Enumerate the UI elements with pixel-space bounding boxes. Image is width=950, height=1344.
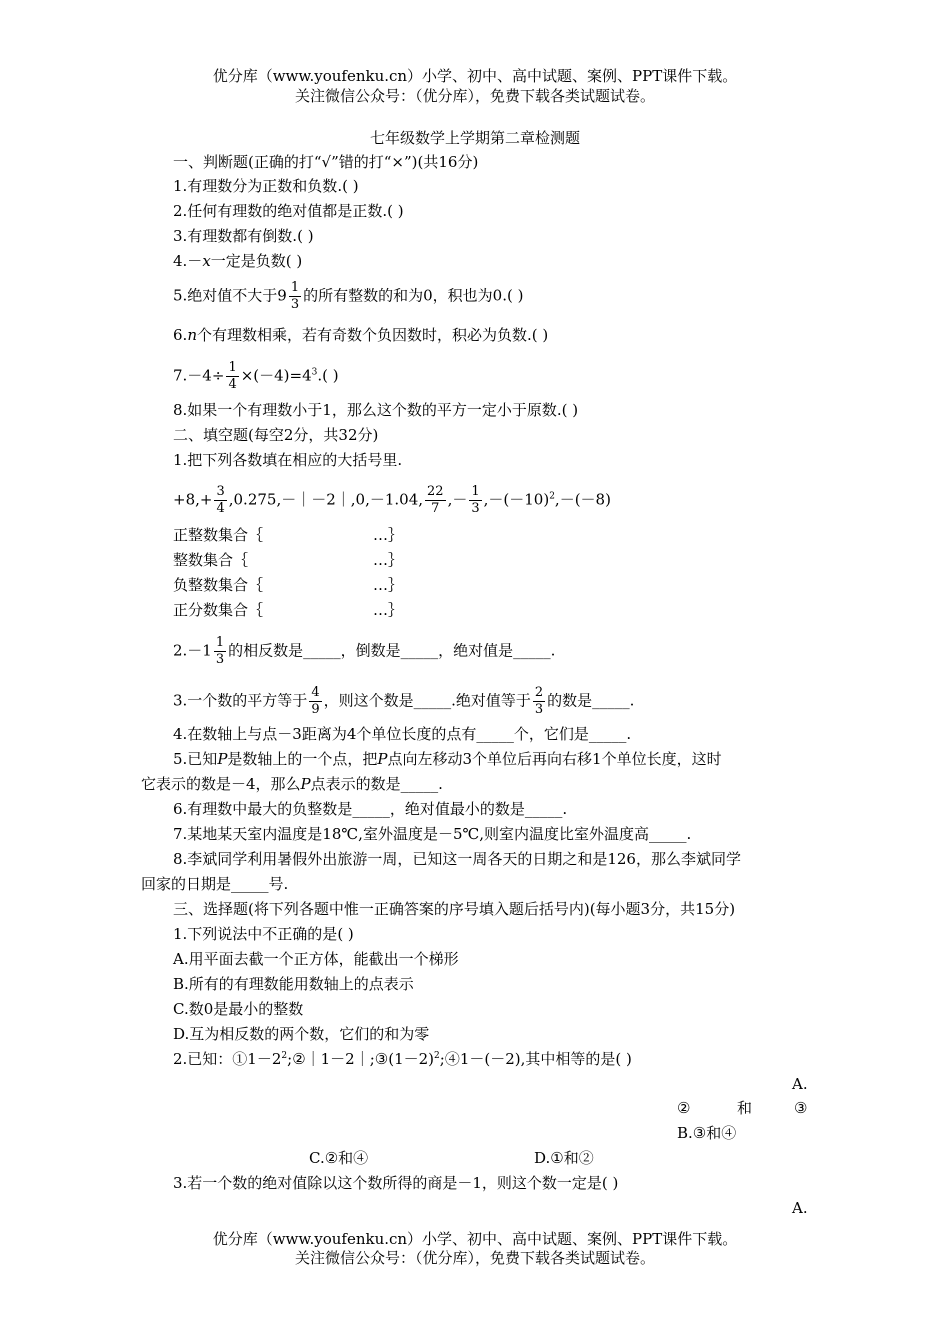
s3-q2-option-c: C.②和④ xyxy=(309,1149,369,1167)
set-positive-fractions: 正分数集合｛ …｝ xyxy=(173,601,404,619)
s2-question-2: 2.－1 $\frac{1}{3}$ 的相反数是_____，倒数是_____，绝对值是_____. xyxy=(173,635,556,667)
number-list: +8,+ $\frac{3}{4}$ ,0.275,－｜－2｜,0,－1.04, $\frac{22}{7}$ ,－ $\frac{1}{3}$ $,-(-10)^2,-(-8)$ xyxy=(173,484,611,516)
header-line-2: 关注微信公众号：（优分库），免费下载各类试题试卷。 xyxy=(294,87,655,105)
s3-q2-option-d: D.①和② xyxy=(534,1149,594,1167)
fraction: $\frac{1}{3}$ xyxy=(290,280,300,312)
fraction: $\frac{2}{3}$ xyxy=(534,685,544,717)
s2-question-5-line-2: 它表示的数是－4，那么P点表示的数是_____. xyxy=(141,775,443,793)
fraction: $\frac{1}{3}$ xyxy=(471,484,480,516)
s3-q1-option-d: D.互为相反数的两个数，它们的和为零 xyxy=(173,1025,430,1043)
section-3-heading: 三、选择题(将下列各题中惟一正确答案的序号填入题后括号内)(每小题3分，共15分) xyxy=(173,900,736,918)
section-2-heading: 二、填空题(每空2分，共32分) xyxy=(173,426,379,444)
set-positive-integers: 正整数集合｛ …｝ xyxy=(173,526,404,544)
s3-q2-option-a-part3: ③ xyxy=(794,1099,808,1117)
s2-question-3: 3.一个数的平方等于 $\frac{4}{9}$ ，则这个数是_____.绝对值等于 $\frac{2}{3}$ 的数是_____. xyxy=(173,685,635,717)
s1-question-1: 1.有理数分为正数和负数.( ) xyxy=(173,177,359,195)
fraction: $\frac{3}{4}$ xyxy=(216,484,225,516)
s3-q2-option-a-part2: 和 xyxy=(737,1099,753,1117)
fraction: $\frac{22}{7}$ xyxy=(427,484,444,516)
page-title: 七年级数学上学期第二章检测题 xyxy=(369,129,580,147)
s3-q2-option-b: B.③和④ xyxy=(677,1124,737,1142)
s1-question-5: 5.绝对值不大于9 $\frac{1}{3}$ 的所有整数的和为0，积也为0.( ) xyxy=(173,280,524,312)
s1-question-8: 8.如果一个有理数小于1，那么这个数的平方一定小于原数.( ) xyxy=(173,401,579,419)
s3-q1-option-a: A.用平面去截一个正方体，能截出一个梯形 xyxy=(173,950,459,968)
fraction: $\frac{4}{9}$ xyxy=(311,685,320,717)
s3-q1-option-b: B.所有的有理数能用数轴上的点表示 xyxy=(173,975,414,993)
fraction: $\frac{1}{4}$ xyxy=(228,360,237,392)
s1-question-4: 4.－x一定是负数( ) xyxy=(173,252,303,270)
s2-question-1: 1.把下列各数填在相应的大括号里. xyxy=(173,451,403,469)
s2-question-8-line-2: 回家的日期是_____号. xyxy=(141,875,289,893)
s3-q1-option-c: C.数0是最小的整数 xyxy=(173,1000,304,1018)
s3-question-1: 1.下列说法中不正确的是( ) xyxy=(173,925,354,943)
set-negative-integers: 负整数集合｛ …｝ xyxy=(173,576,404,594)
s2-question-5-line-1: 5.已知P是数轴上的一个点，把P点向左移动3个单位后再向右移1个单位长度，这时 xyxy=(173,750,722,768)
footer-line-2: 关注微信公众号：（优分库），免费下载各类试题试卷。 xyxy=(294,1249,655,1267)
s3-question-3: 3.若一个数的绝对值除以这个数所得的商是－1，则这个数一定是( ) xyxy=(173,1174,619,1192)
s3-q3-option-a: A. xyxy=(792,1199,808,1217)
s1-question-7: 7.－4÷ $\frac{1}{4}$ $\times(-4)=4^3$.( ) xyxy=(173,360,339,392)
s2-question-8-line-1: 8.李斌同学利用暑假外出旅游一周，已知这一周各天的日期之和是126，那么李斌同学 xyxy=(173,850,741,868)
section-1-heading: 一、判断题(正确的打“√”错的打“×”)(共16分) xyxy=(173,153,479,171)
fraction: $\frac{1}{3}$ xyxy=(215,635,225,667)
s2-question-6: 6.有理数中最大的负整数是_____，绝对值最小的数是_____. xyxy=(173,800,568,818)
s2-question-4: 4.在数轴上与点－3距离为4个单位长度的点有_____个，它们是_____. xyxy=(173,725,632,743)
s1-question-6: 6.n个有理数相乘，若有奇数个负因数时，积必为负数.( ) xyxy=(173,326,549,344)
s1-question-3: 3.有理数都有倒数.( ) xyxy=(173,227,314,245)
header-line-1: 优分库（www.youfenku.cn）小学、初中、高中试题、案例、PPT课件下载。 xyxy=(212,67,738,85)
footer-line-1: 优分库（www.youfenku.cn）小学、初中、高中试题、案例、PPT课件下载。 xyxy=(212,1230,738,1248)
s3-question-2: 2.已知：$①1-2^2;②|1-2|;③(1-2)^2;④1-(-2)$,其中相等的是( ) xyxy=(173,1050,632,1068)
set-integers: 整数集合｛ …｝ xyxy=(173,551,404,569)
s2-question-7: 7.某地某天室内温度是18℃,室外温度是－5℃,则室内温度比室外温度高_____. xyxy=(173,825,692,843)
s3-q2-option-a-label: A. xyxy=(792,1075,808,1093)
s3-q2-option-a-part1: ② xyxy=(677,1099,691,1117)
s1-question-2: 2.任何有理数的绝对值都是正数.( ) xyxy=(173,202,404,220)
